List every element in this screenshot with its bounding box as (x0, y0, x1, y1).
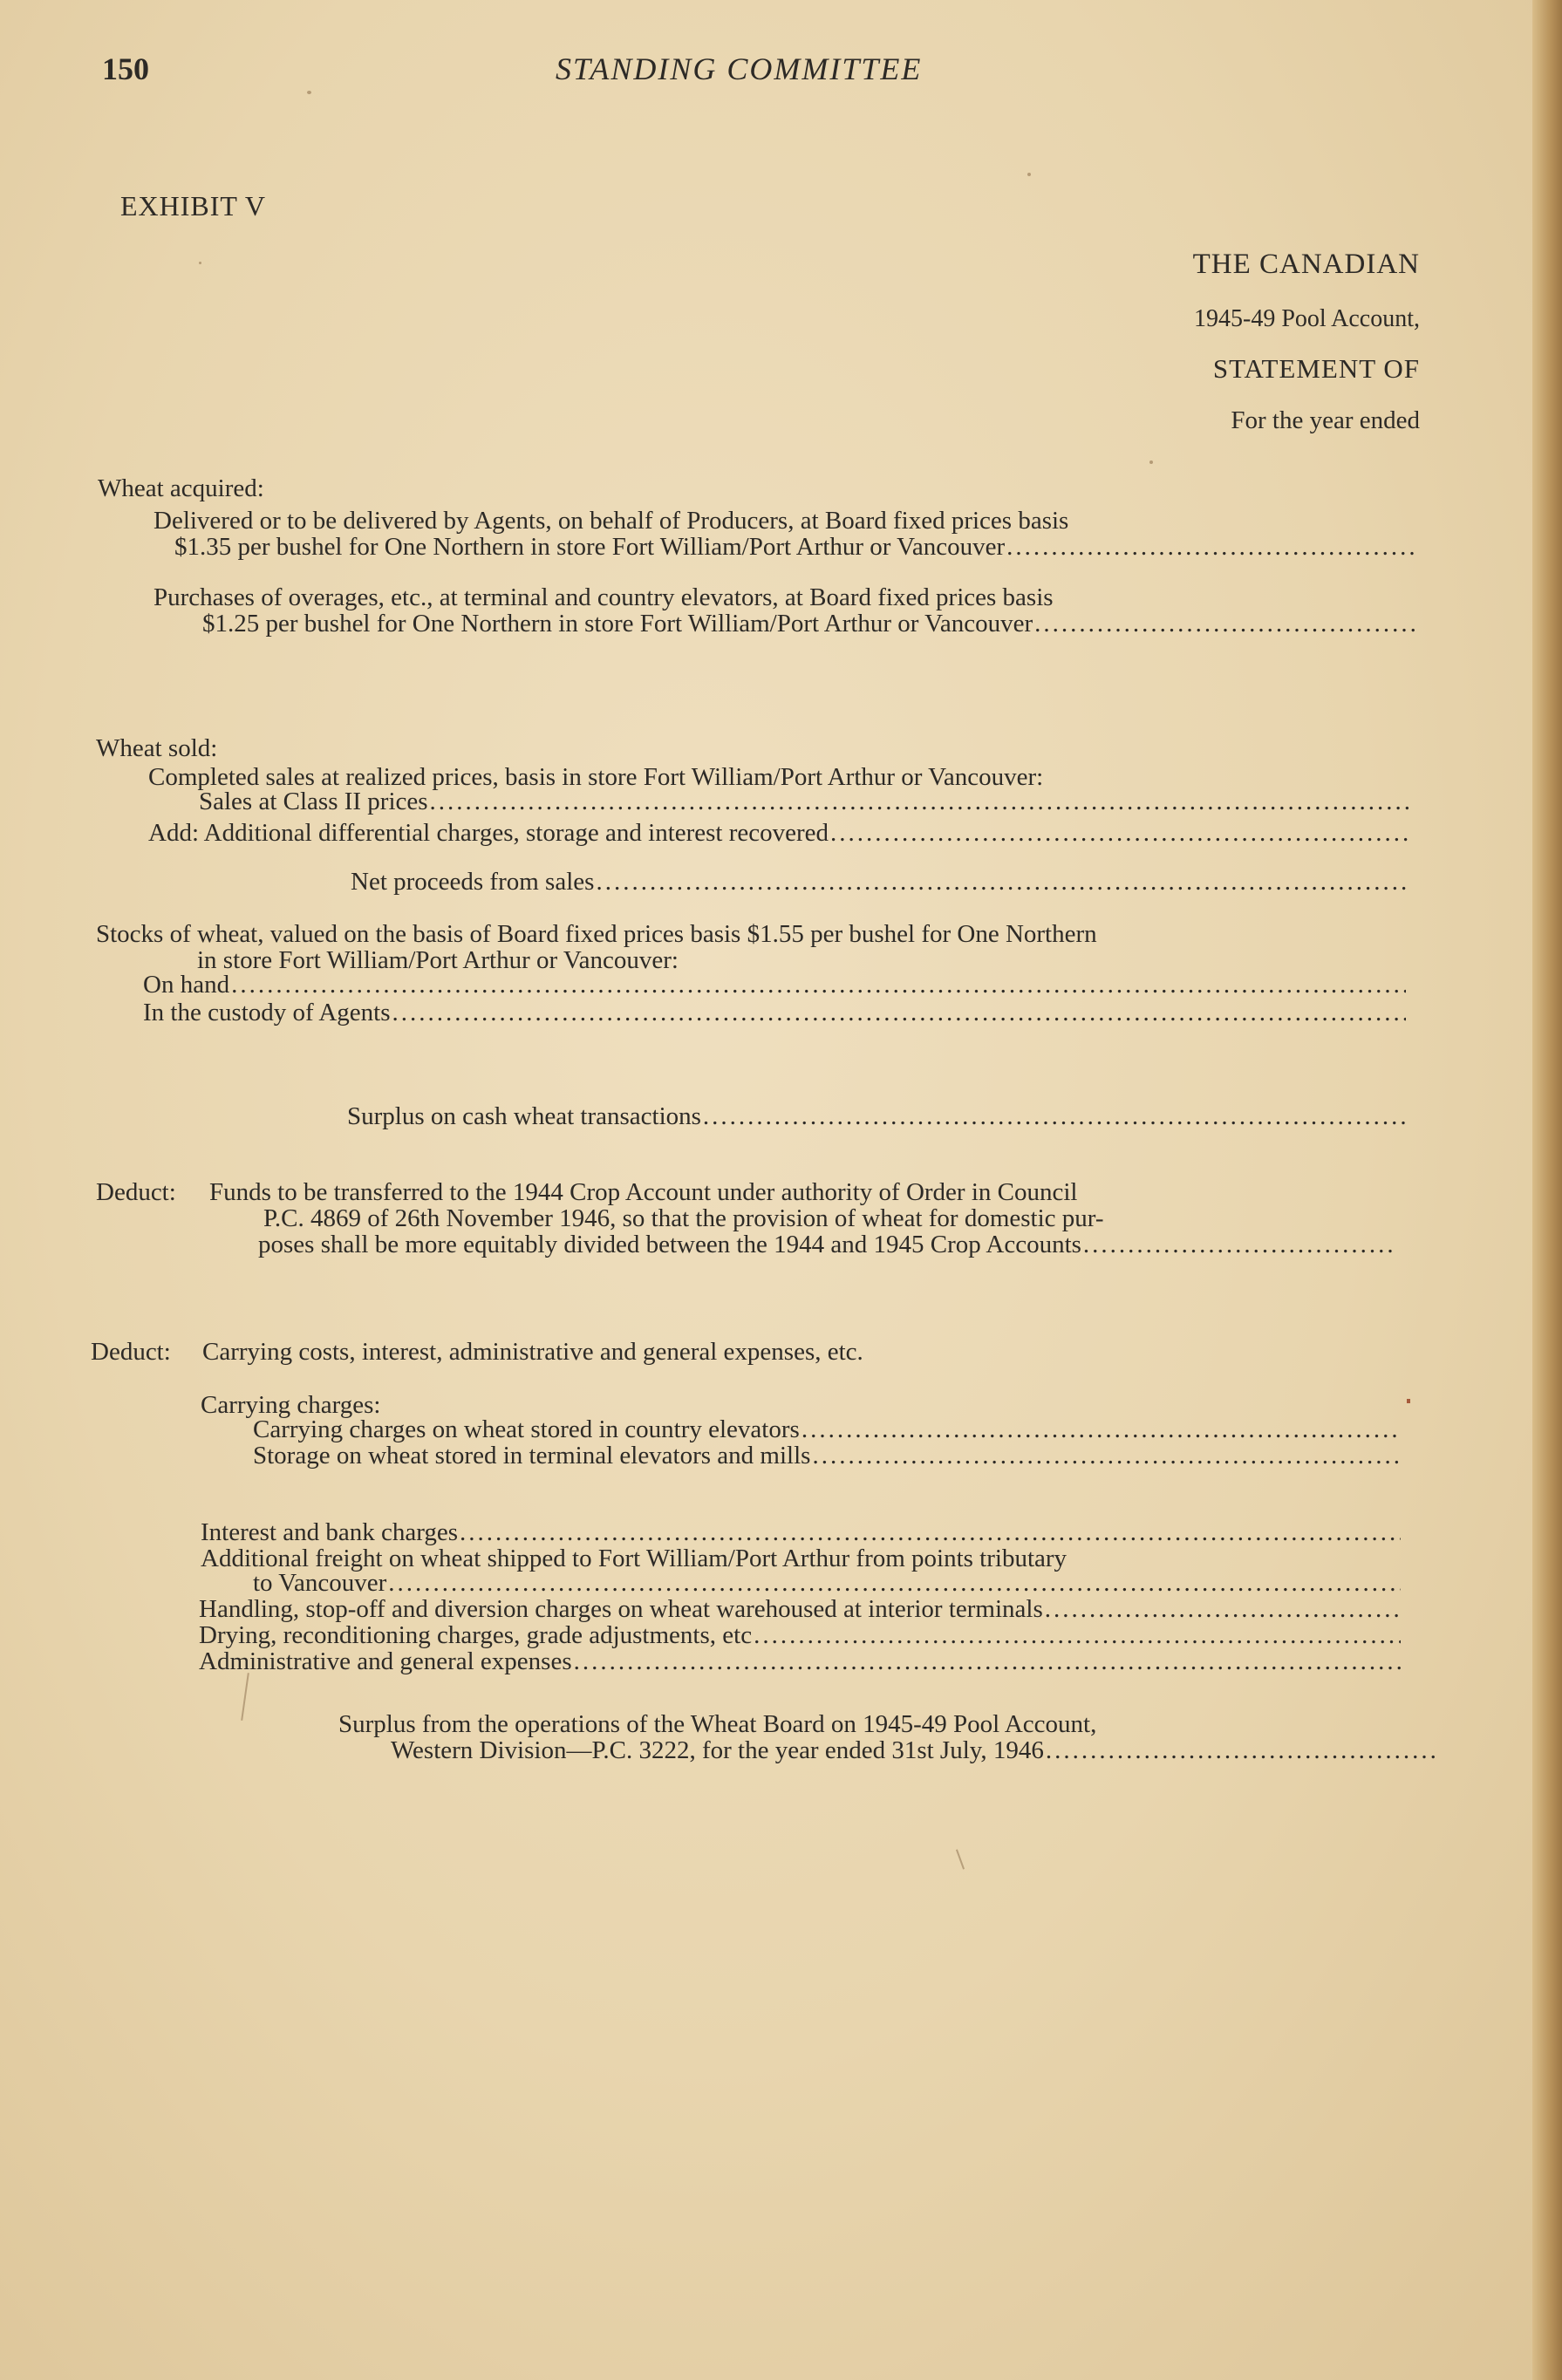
statement-line: in store Fort William/Port Arthur or Vancouver: (197, 946, 679, 974)
page-edge (1532, 0, 1562, 2380)
statement-line: Completed sales at realized prices, basis in store Fort William/Port Arthur or Vancouver: (148, 763, 1044, 791)
statement-title-2: 1945-49 Pool Account, (1194, 305, 1420, 332)
subsection-heading: Carrying charges: (201, 1391, 381, 1419)
statement-line: Sales at Class II prices ..... (199, 788, 1411, 815)
statement-line: Carrying charges on wheat stored in country elevators ..... (253, 1416, 1401, 1442)
statement-total-line: Western Division—P.C. 3222, for the year ended 31st July, 1946 ..... (391, 1737, 1437, 1763)
statement-line: Surplus from the operations of the Wheat Board on 1945-49 Pool Account, (338, 1710, 1097, 1738)
statement-line: Delivered or to be delivered by Agents, on behalf of Producers, at Board fixed prices basis (153, 507, 1069, 535)
statement-line: Additional freight on wheat shipped to Fort William/Port Arthur from points tributary (201, 1545, 1067, 1572)
exhibit-label: EXHIBIT V (120, 190, 266, 222)
statement-line: poses shall be more equitably divided between the 1944 and 1945 Crop Accounts ..... (258, 1231, 1397, 1258)
statement-line: In the custody of Agents ..... (143, 999, 1406, 1026)
statement-line: $1.25 per bushel for One Northern in store Fort William/Port Arthur or Vancouver ..... (202, 610, 1415, 637)
deduct-label: Deduct: (91, 1338, 171, 1366)
statement-line: Add: Additional differential charges, storage and interest recovered ..... (148, 820, 1411, 846)
statement-line: Drying, reconditioning charges, grade adjustments, etc ..... (199, 1622, 1401, 1648)
statement-title-1: THE CANADIAN (1192, 249, 1420, 280)
statement-line: Administrative and general expenses ..... (199, 1648, 1401, 1674)
running-title: STANDING COMMITTEE (556, 51, 923, 86)
statement-line: Interest and bank charges ..... (201, 1519, 1401, 1545)
statement-line: Funds to be transferred to the 1944 Crop Account under authority of Order in Council (209, 1178, 1078, 1206)
statement-line: $1.35 per bushel for One Northern in store Fort William/Port Arthur or Vancouver ..... (174, 534, 1415, 560)
section-heading: Wheat acquired: (98, 474, 264, 502)
section-heading: Wheat sold: (96, 734, 218, 762)
statement-total-line: Net proceeds from sales ..... (351, 869, 1411, 895)
paper-speck (199, 262, 201, 264)
statement-line: Storage on wheat stored in terminal elevators and mills ..... (253, 1442, 1401, 1469)
statement-line: to Vancouver ..... (253, 1570, 1401, 1596)
deduct-label: Deduct: (96, 1178, 176, 1206)
paper-speck (1027, 173, 1031, 176)
statement-line: Handling, stop-off and diversion charges on wheat warehoused at interior terminals ..... (199, 1596, 1401, 1622)
statement-line: P.C. 4869 of 26th November 1946, so that the provision of wheat for domestic pur- (263, 1204, 1104, 1232)
statement-title-3: STATEMENT OF (1212, 353, 1420, 384)
paper-speck (1149, 460, 1153, 464)
paper-speck (307, 91, 311, 94)
statement-line: Purchases of overages, etc., at terminal and country elevators, at Board fixed prices basis (153, 583, 1054, 611)
red-mark (1407, 1399, 1410, 1403)
statement-line: Stocks of wheat, valued on the basis of Board fixed prices basis $1.55 per bushel for One Northern (96, 920, 1097, 948)
statement-line: Carrying costs, interest, administrative and general expenses, etc. (202, 1338, 863, 1366)
statement-line: On hand ..... (143, 972, 1406, 998)
page-number: 150 (102, 51, 149, 86)
statement-title-4: For the year ended (1231, 406, 1420, 434)
statement-total-line: Surplus on cash wheat transactions ..... (347, 1103, 1406, 1129)
